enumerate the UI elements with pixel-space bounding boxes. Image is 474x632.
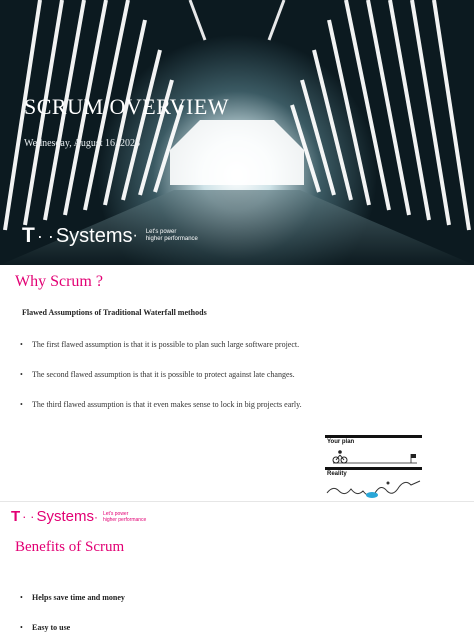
tagline-line2: higher performance: [102, 516, 147, 523]
reality-path: [325, 477, 422, 501]
why-scrum-slide: [0, 265, 474, 525]
slide-subtitle: Flawed Assumptions of Traditional Waterfall methods: [22, 308, 207, 317]
logo-dots: · ·: [22, 509, 35, 524]
bicycle-icon: [333, 451, 347, 463]
cover-title: SCRUM OVERVIEW: [24, 94, 230, 119]
plan-path: [325, 447, 422, 467]
logo-dots: · ·: [36, 225, 54, 246]
logo-tagline: [103, 511, 146, 523]
logo-dot-end: ·: [132, 227, 138, 244]
bullet-item: [20, 623, 70, 632]
tagline-line2: higher performance: [145, 236, 198, 242]
bullet-text: Helps save time and money: [32, 593, 125, 602]
logo-dot-end: ·: [93, 509, 98, 524]
benefits-slide: [0, 527, 474, 632]
bullet-icon: •: [20, 370, 23, 379]
slide-divider: [0, 501, 474, 502]
bullet-icon: •: [20, 593, 23, 602]
logo-name: Systems: [55, 224, 133, 247]
slide-title: Benefits of Scrum: [15, 539, 125, 555]
bullet-icon: •: [20, 340, 23, 349]
bullet-icon: •: [20, 400, 23, 409]
reality-top-bar: [325, 467, 422, 470]
cover-date: Wednesday, August 16, 2023: [24, 138, 141, 149]
bullet-item: [20, 593, 125, 602]
slide-title: Why Scrum ?: [15, 273, 103, 290]
bullet-icon: •: [20, 623, 23, 632]
logo-tagline: [146, 229, 198, 243]
bullet-text: The third flawed assumption is that it even makes sense to lock in big projects early.: [32, 400, 302, 409]
logo-name: Systems: [36, 508, 94, 525]
t-logo-letter: T: [22, 224, 35, 247]
tsystems-logo: [11, 508, 146, 525]
t-logo-letter: T: [11, 508, 21, 525]
cover-slide: [0, 0, 474, 265]
plan-top-bar: [325, 435, 422, 438]
bullet-text: The second flawed assumption is that it is possible to protect against late changes.: [32, 370, 295, 379]
bullet-item: [20, 370, 295, 379]
tagline-line1: Let's power: [145, 229, 177, 235]
flag-icon: [411, 454, 416, 463]
tsystems-logo: [22, 224, 198, 248]
plan-label: Your plan: [327, 439, 355, 445]
plan-vs-reality-image: [325, 435, 422, 501]
reality-label: Reality: [327, 471, 347, 477]
bullet-item: [20, 400, 302, 409]
bullet-text: Easy to use: [32, 623, 71, 632]
bullet-text: The first flawed assumption is that it is possible to plan such large software project.: [32, 340, 300, 349]
bullet-item: [20, 340, 299, 349]
tagline-line1: Let's power: [102, 510, 129, 517]
